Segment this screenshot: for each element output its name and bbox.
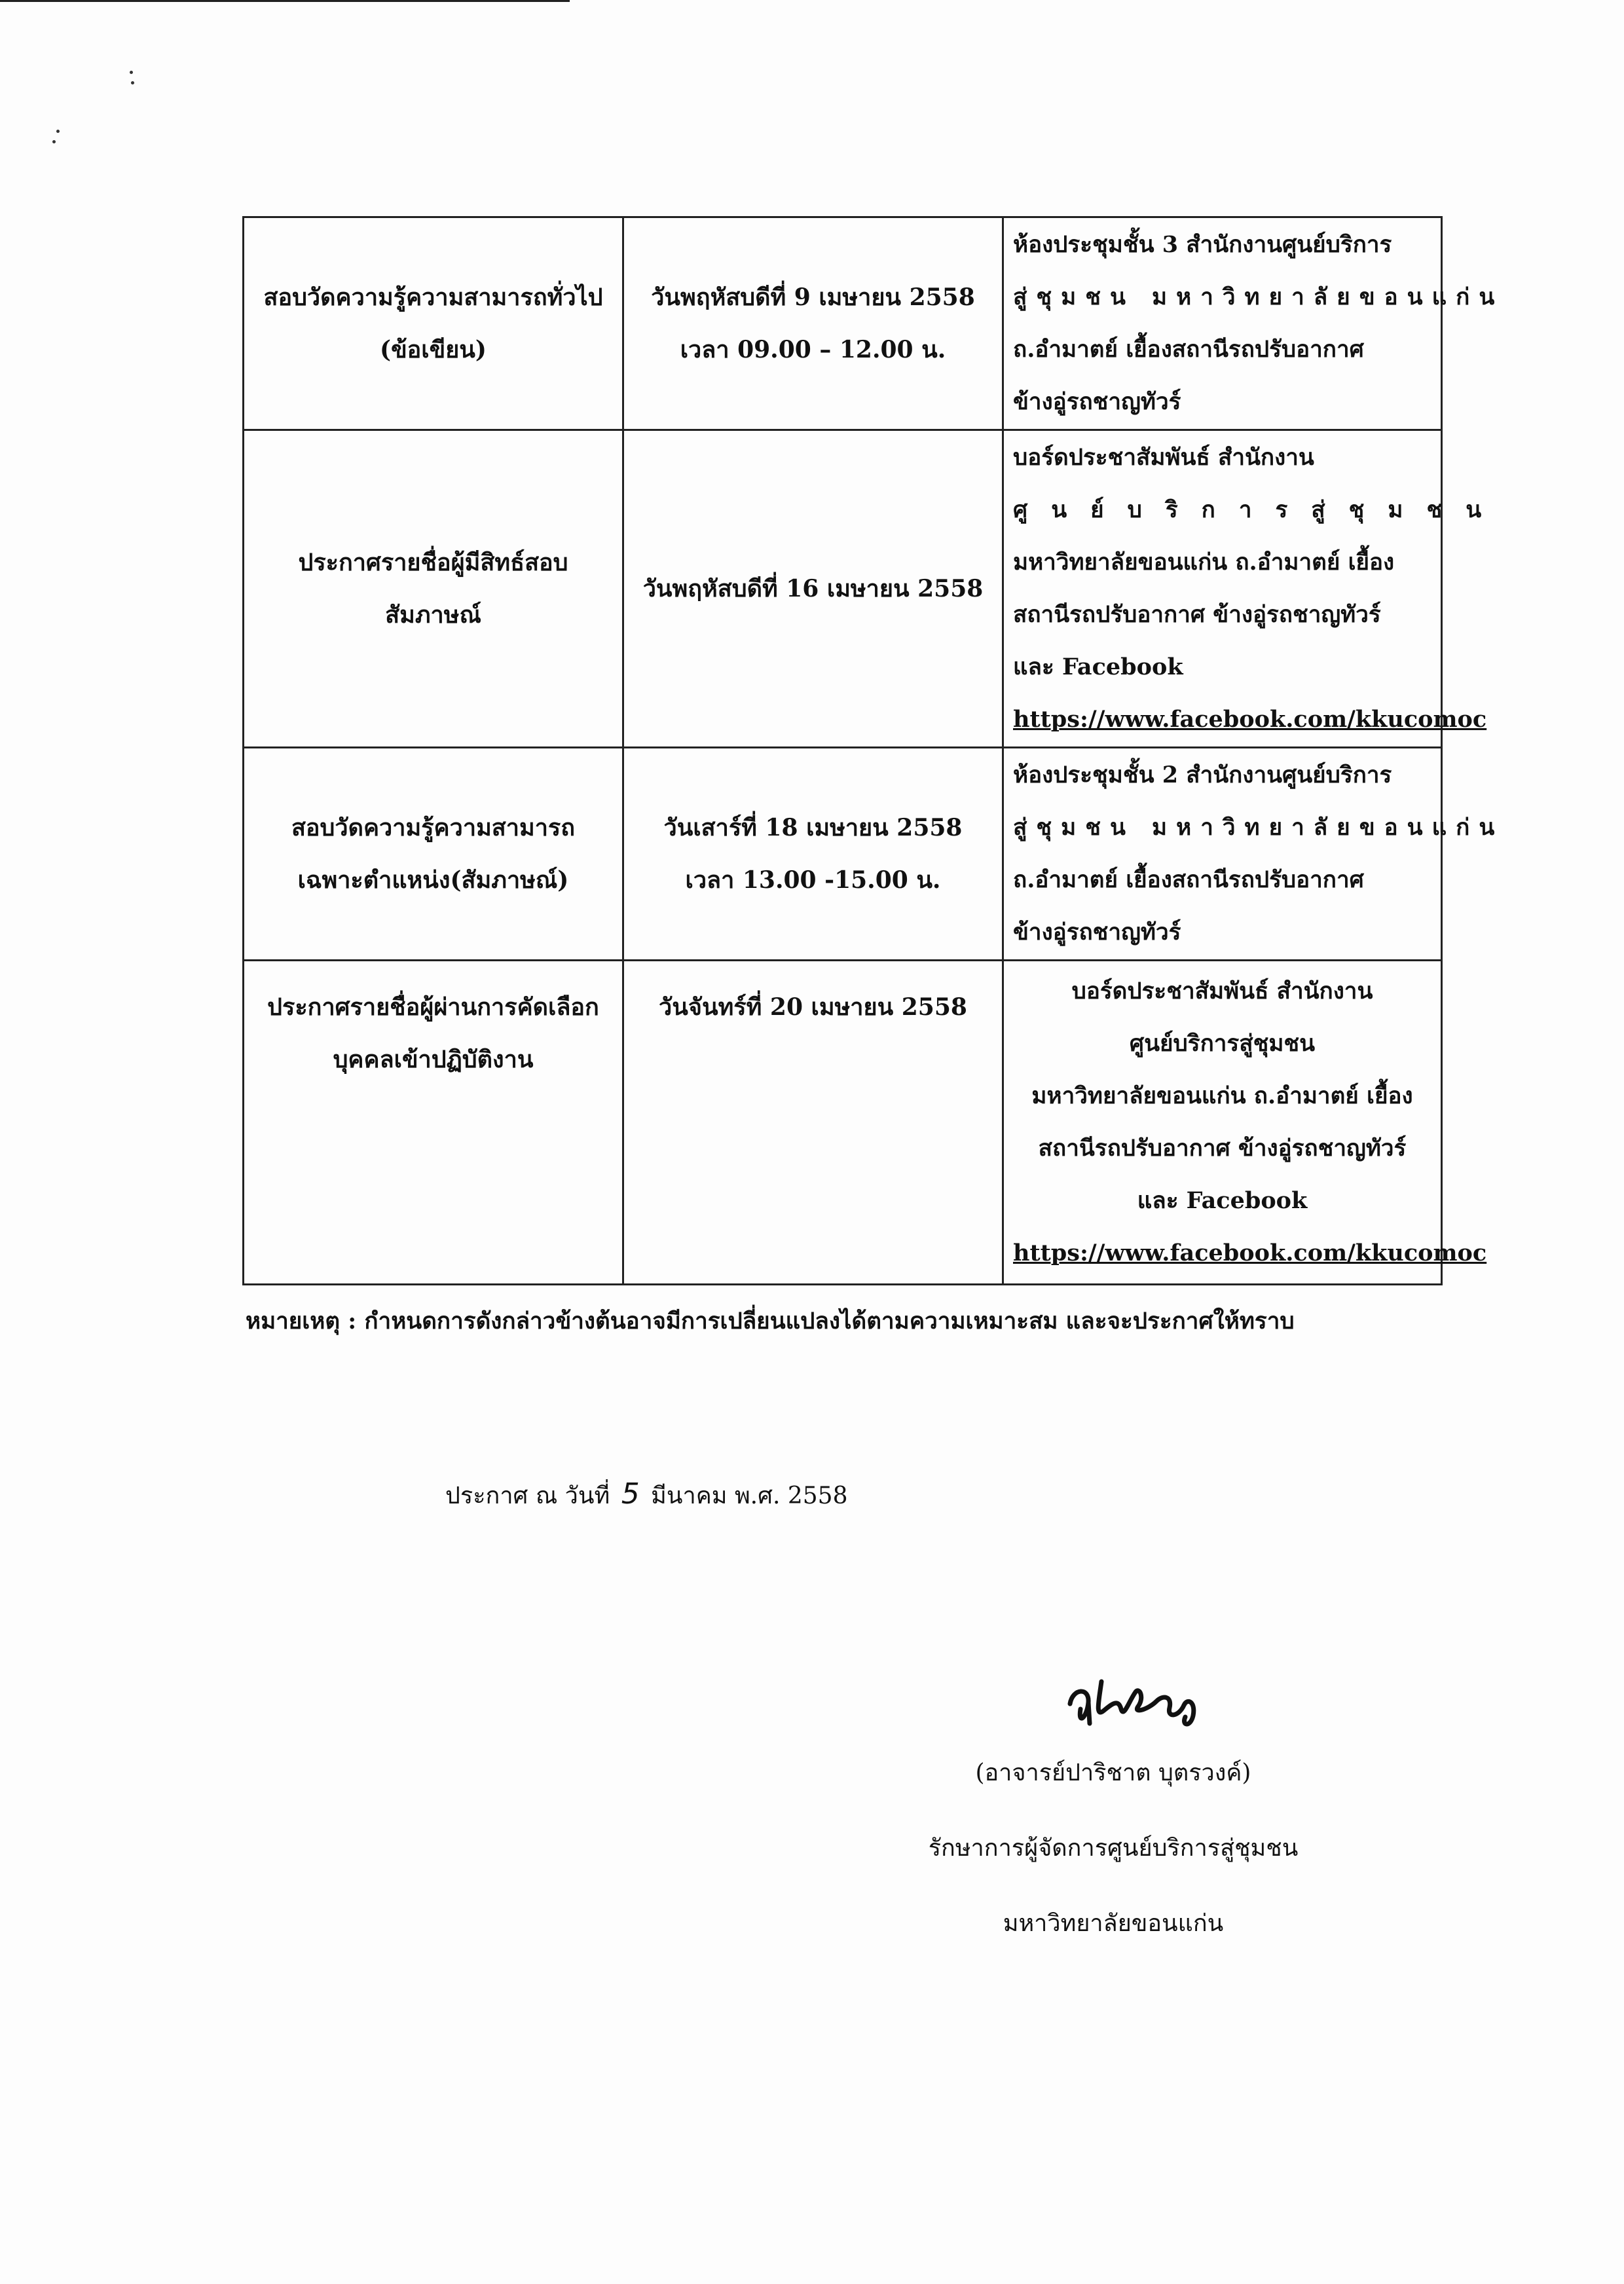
activity-cell: สอบวัดความรู้ความสามารถทั่วไป (ข้อเขียน) — [244, 217, 623, 430]
date-cell: วันพฤหัสบดีที่ 9 เมษายน 2558 เวลา 09.00 – 12.00 น. — [623, 217, 1003, 430]
schedule-table — [242, 216, 1505, 1285]
date-cell: วันจันทร์ที่ 20 เมษายน 2558 — [623, 961, 1003, 1285]
location-cell: ห้องประชุมชั้น 2 สำนักงานศูนย์บริการ สู่ชุมชน มหาวิทยาลัยขอนแก่น ถ.อำมาตย์ เยื้องสถานีรถปรับอากาศ ข้างอู่รถชาญทัวร์ — [1003, 748, 1442, 961]
signatory-organization: มหาวิทยาลัยขอนแก่น — [1003, 1910, 1224, 1937]
scan-speck — [52, 140, 56, 143]
signatory-name: (อาจารย์ปาริชาต บุตรวงค์) — [975, 1759, 1251, 1786]
handwritten-signature — [1061, 1663, 1205, 1735]
date-cell: วันพฤหัสบดีที่ 16 เมษายน 2558 — [623, 430, 1003, 748]
activity-cell: ประกาศรายชื่อผู้มีสิทธ์สอบ สัมภาษณ์ — [244, 430, 623, 748]
signatory-position: รักษาการผู้จัดการศูนย์บริการสู่ชุมชน — [928, 1835, 1299, 1862]
announcement-suffix: มีนาคม พ.ศ. 2558 — [651, 1483, 848, 1509]
table-row — [244, 961, 1442, 1285]
scan-speck — [130, 71, 133, 74]
signatory-block — [851, 1735, 1375, 1961]
scan-speck — [131, 81, 134, 84]
table-row — [244, 748, 1442, 961]
facebook-link[interactable]: https://www.facebook.com/kkucomoc — [1013, 706, 1487, 733]
activity-cell: ประกาศรายชื่อผู้ผ่านการคัดเลือก บุคคลเข้าปฏิบัติงาน — [244, 961, 623, 1285]
announcement-prefix: ประกาศ ณ วันที่ — [445, 1483, 610, 1509]
scan-speck — [56, 130, 60, 133]
scan-top-edge-line — [0, 0, 570, 2]
date-cell: วันเสาร์ที่ 18 เมษายน 2558 เวลา 13.00 -15.00 น. — [623, 748, 1003, 961]
location-cell: บอร์ดประชาสัมพันธ์ สำนักงาน ศูนย์บริการสู่ชุมชน มหาวิทยาลัยขอนแก่น ถ.อำมาตย์ เยื้อง สถานีรถปรับอากาศ ข้างอู่รถชาญทัวร์ และ Facebook https://www.facebook.com/kkucomoc — [1003, 430, 1442, 748]
announcement-date — [445, 1477, 847, 1514]
table-row — [244, 217, 1442, 430]
location-cell: ห้องประชุมชั้น 3 สำนักงานศูนย์บริการ สู่ชุมชน มหาวิทยาลัยขอนแก่น ถ.อำมาตย์ เยื้องสถานีรถปรับอากาศ ข้างอู่รถชาญทัวร์ — [1003, 217, 1442, 430]
location-cell: บอร์ดประชาสัมพันธ์ สำนักงาน ศูนย์บริการสู่ชุมชน มหาวิทยาลัยขอนแก่น ถ.อำมาตย์ เยื้อง สถานีรถปรับอากาศ ข้างอู่รถชาญทัวร์ และ Facebook https://www.facebook.com/kkucomoc — [1003, 961, 1442, 1285]
facebook-link[interactable]: https://www.facebook.com/kkucomoc — [1013, 1240, 1487, 1266]
announcement-day-handwritten: 5 — [621, 1477, 640, 1511]
remark-note: หมายเหตุ : กำหนดการดังกล่าวข้างต้นอาจมีการเปลี่ยนแปลงได้ตามความเหมาะสม และจะประกาศให้ทราบ — [246, 1308, 1295, 1335]
activity-cell: สอบวัดความรู้ความสามารถ เฉพาะตำแหน่ง(สัมภาษณ์) — [244, 748, 623, 961]
table-row — [244, 430, 1442, 748]
